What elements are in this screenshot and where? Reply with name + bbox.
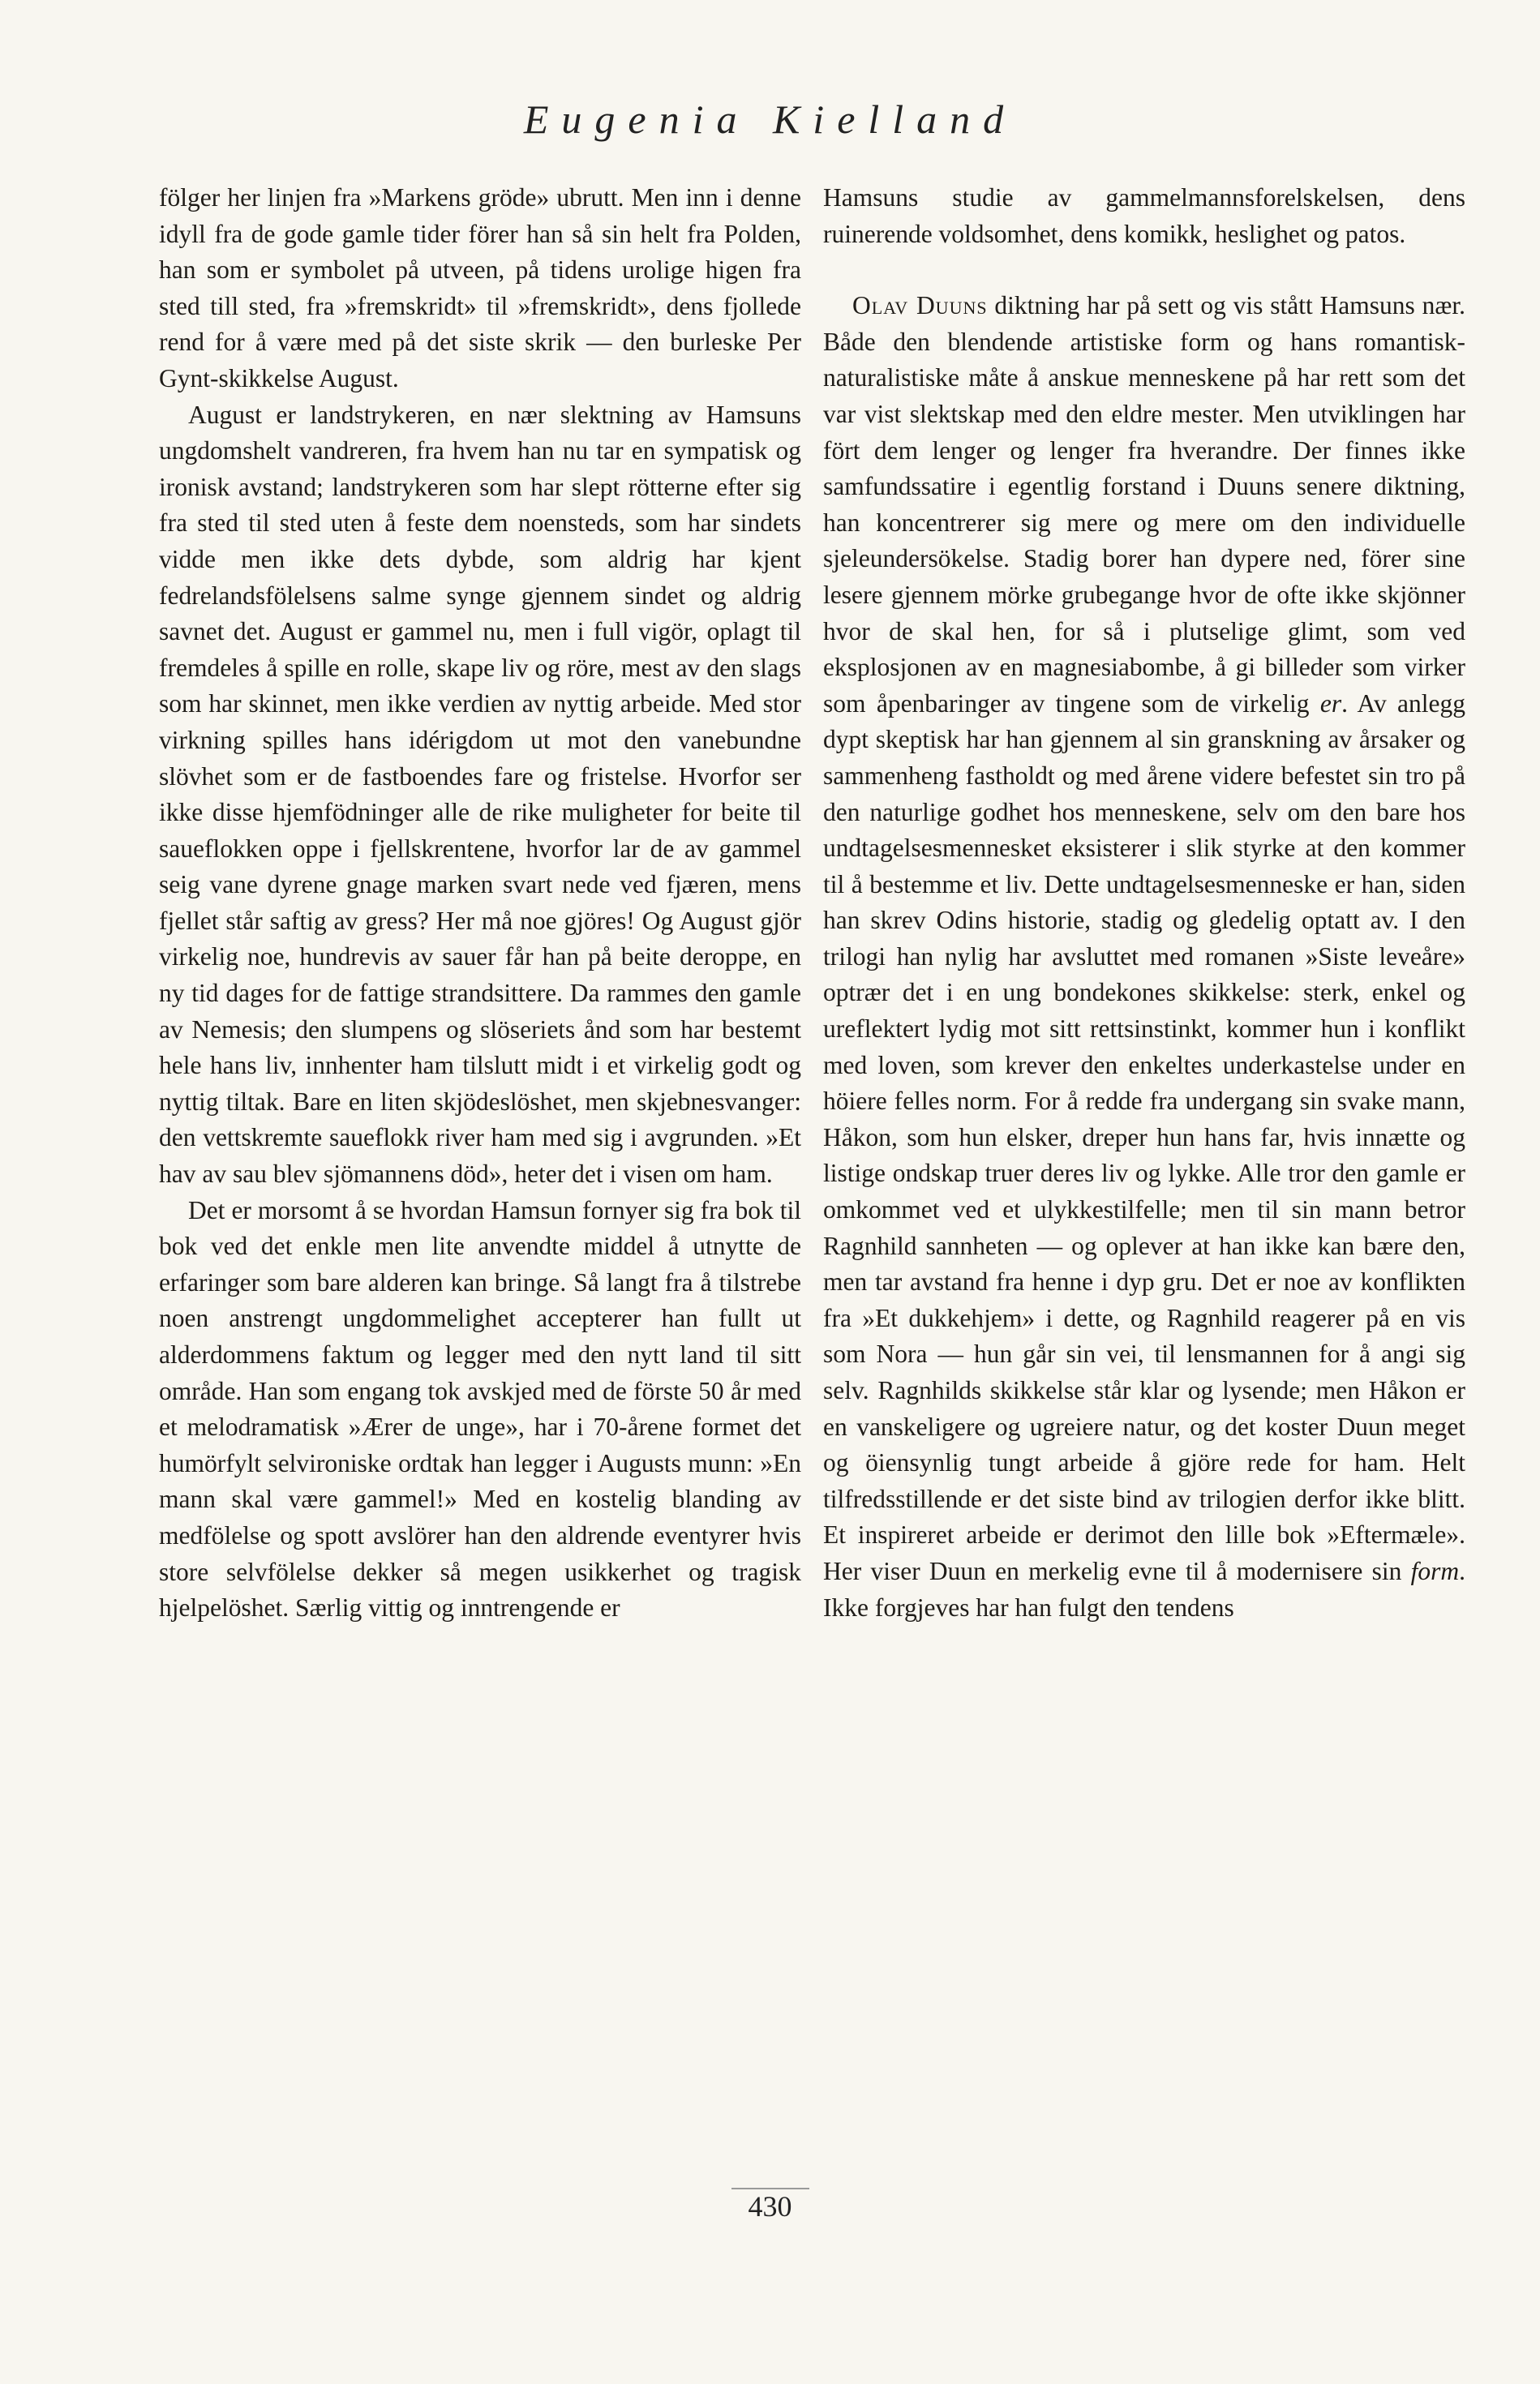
right-column	[823, 180, 1465, 1626]
paragraph-text: . Av anlegg dypt skeptisk har han gjennem al sin granskning av årsaker og sammenheng fastholdt og med årene videre befestet sin tro på den naturlige godhet hos menneskene, selv om den bare hos undtagelsesmennesket eksisterer i slik styrke at den kommer til å bestemme et liv. Dette undtagelsesmenneske er han, siden han skrev Odins historie, stadig og gledelig optatt av. I den trilogi han nylig har avsluttet med romanen »Siste leveåre» optrær det i en ung bondekones skikkelse: sterk, enkel og ureflektert lydig mot sitt rettsinstinkt, kommer hun i konflikt med loven, som krever den enkeltes underkastelse under en höiere felles norm. For å redde fra undergang sin svake mann, Håkon, som hun elsker, dreper hun hans far, hvis innætte og listige ondskap truer deres liv og lykke. Alle tror den gamle er omkommet ved et ulykkestilfelle; men til sin mann betror Ragnhild sannheten — og oplever at han ikke kan bære den, men tar avstand fra henne i dyp gru. Det er noe av konflikten fra »Et dukkehjem» i dette, og Ragnhild reagerer på en vis som Nora — hun går sin vei, til lensmannen for å angi sig selv. Ragnhilds skikkelse står klar og lysende; men Håkon er en vanskeligere og ugreiere natur, og det koster Duun meget og öiensynlig tungt arbeide å gjöre rede for ham. Helt tilfredsstillende er det siste bind av trilogien derfor ikke blitt. Et inspireret arbeide er derimot den lille bok »Eftermæle». Her viser Duun en merkelig evne til å modernisere sin	[823, 688, 1465, 1585]
paragraph: Hamsuns studie av gammelmannsforelskelsen, dens ruinerende voldsomhet, dens komikk, heslighet og patos.	[823, 183, 1465, 248]
left-column	[159, 180, 801, 1627]
paragraph: August er landstrykeren, en nær slektning av Hamsuns ungdomshelt vandreren, fra hvem han nu tar en sympatisk og ironisk avstand; landstrykeren som har slept rötterne efter sig fra sted til sted uten å feste dem noensteds, som har sindets vidde men ikke dets dybde, som aldrig har kjent fedrelandsfölelsens salme synge gjennem sindet og aldrig savnet det. August er gammel nu, men i full vigör, oplagt til fremdeles å spille en rolle, skape liv og röre, mest av den slags som har skinnet, men ikke verdien av nyttig arbeide. Med stor virkning spilles hans idérigdom ut mot den vanebundne slövhet som er de fastboendes fare og fristelse. Hvorfor ser ikke disse hjemfödninger alle de rike muligheter for beite til saueflokken oppe i fjellskrentene, hvorfor lar de av gammel seig vane dyrene gnage marken svart nede ved fjæren, mens fjellet står saftig av gress? Her må noe gjöres! Og August gjör virkelig noe, hundrevis av sauer får han på beite deroppe, en ny tid dages for de fattige strandsittere. Da rammes den gamle av Nemesis; den slumpens og slöseriets ånd som har bestemt hele hans liv, innhenter ham tilslutt midt i et virkelig godt og nyttig tiltak. Bare en liten skjödeslöshet, men skjebnesvanger: den vettskremte saueflokk river ham med sig i avgrunden. »Et hav av sau blev sjömannens död», heter det i visen om ham.	[159, 400, 801, 1189]
paragraph: fölger her linjen fra »Markens gröde» ubrutt. Men inn i denne idyll fra de gode gamle tider förer han så sin helt fra Polden, han som er symbolet på utveen, på tidens urolige higen fra sted till sted, fra »fremskridt» til »fremskridt», dens fjollede rend for å være med på det siste skrik — den burleske Per Gynt-skikkelse August.	[159, 183, 801, 392]
paragraph: Det er morsomt å se hvordan Hamsun fornyer sig fra bok til bok ved det enkle men lite anvendte middel å utnytte de erfaringer som bare alderen kan bringe. Så langt fra å tilstrebe noen anstrengt ungdommelighet accepterer han fullt ut alderdommens faktum og legger med den nytt land til sitt område. Han som engang tok avskjed med de förste 50 år med et melodramatisk »Ærer de unge», har i 70-årene formet det humörfylt selvironiske ordtak han legger i Augusts munn: »En mann skal være gammel!» Med en kostelig blanding av medfölelse og spott avslörer han den aldrende eventyrer hvis store selvfölelse dekker så megen usikkerhet og tragisk hjelpelöshet. Særlig vittig og inntrengende er	[159, 1195, 801, 1623]
page-number: 430	[748, 2190, 792, 2223]
emphasis: er	[1319, 688, 1342, 718]
running-header: Eugenia Kielland	[523, 96, 1017, 142]
emphasis: form	[1410, 1556, 1460, 1585]
paragraph	[823, 288, 1465, 1626]
paragraph-text: . Ikke forgjeves har han fulgt den tendens	[823, 1556, 1465, 1622]
author-name: Olav Duuns	[852, 291, 988, 320]
paragraph-text: diktning har på sett og vis stått Hamsuns nær. Både den blendende artistiske form og hans romantisk-naturalistiske måte å anskue menneskene på har rett som det var vist slektskap med den eldre mester. Men utviklingen har fört dem lenger og lenger fra hverandre. Der finnes ikke samfundssatire i egentlig forstand i Duuns senere diktning, han koncentrerer sig mere og mere om den individuelle sjeleundersökelse. Stadig borer han dypere ned, förer sine lesere gjennem mörke grubegange hvor de ofte ikke skjönner hvor de skal hen, for så i plutselige glimt, som ved eksplosjonen av en magnesiabombe, å gi billeder som virker som åpenbaringer av tingene som de virkelig	[823, 291, 1465, 718]
